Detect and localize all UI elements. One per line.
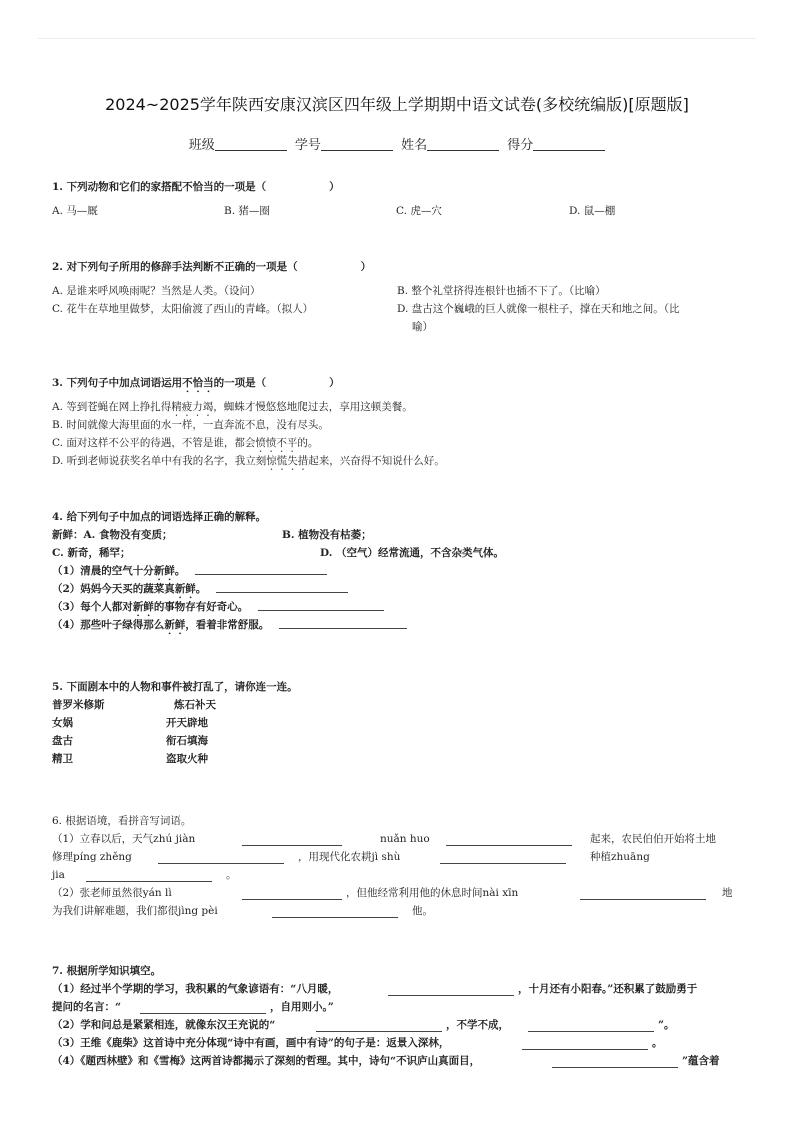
- question-4-item-4: [52, 616, 748, 634]
- name-label: 姓名: [401, 138, 428, 153]
- q7-line1-a: （1）经过半个学期的学习，我积累的气象谚语有：“八月暖，: [52, 983, 339, 995]
- q6-line1-c: 起来，农民伯伯开始将土地: [590, 833, 716, 845]
- question-4: [52, 508, 748, 634]
- question-3-stem: [52, 377, 340, 389]
- definition-label: [52, 526, 172, 544]
- option-c-dotted: 愤愤不平: [255, 437, 298, 449]
- naixin-blank[interactable]: [580, 888, 706, 900]
- score-label: 得分: [507, 138, 534, 153]
- q6-line2-c: 种植zhuāng: [590, 851, 650, 863]
- q6-line4-b: ，但他经常利用他的休息时间nài xīn: [346, 887, 519, 899]
- question-1-option-d[interactable]: D. 鼠—棚: [569, 205, 616, 217]
- question-4-item-3: [52, 598, 748, 616]
- item-3-answer-blank[interactable]: [258, 599, 384, 611]
- person-2[interactable]: 女娲: [52, 717, 73, 729]
- question-1-option-a[interactable]: A. 马—厩: [52, 205, 98, 217]
- student-info-row: [0, 134, 794, 153]
- question-7: [52, 962, 748, 1070]
- lushan-blank[interactable]: [552, 1056, 678, 1068]
- option-a-dotted: 精疲力竭: [171, 401, 214, 413]
- class-field[interactable]: [215, 138, 287, 151]
- question-2-option-c[interactable]: C. 花牛在草地里做梦，太阳偷渡了西山的青峰。（拟人）: [52, 303, 314, 315]
- q7-line1-b: ，十月还有小阳春。”还积累了鼓励勇于: [518, 983, 698, 995]
- option-a-post: ，蜘蛛才慢悠悠地爬过去，享用这顿美餐。: [213, 401, 413, 413]
- question-2-option-a[interactable]: A. 是谁来呼风唤雨呢？当然是人类。（设问）: [52, 285, 261, 297]
- item-1-answer-blank[interactable]: [195, 563, 327, 575]
- question-3: [52, 374, 748, 470]
- q6-line2-a: 修理píng zhěng: [52, 851, 132, 863]
- question-6: [52, 812, 748, 920]
- question-2-option-d-wrap: 喻）: [412, 321, 433, 333]
- zhujian-blank[interactable]: [242, 834, 342, 846]
- q7-line3-c: ”。: [658, 1019, 675, 1031]
- question-4-stem: 4. 给下列句子中加点的词语选择正确的解释。: [52, 511, 267, 523]
- option-a-pre: A. 等到苍蝇在网上挣扎得: [52, 401, 172, 413]
- event-1[interactable]: 炼石补天: [174, 699, 216, 711]
- event-2[interactable]: 开天辟地: [166, 717, 208, 729]
- student-id-field[interactable]: [321, 138, 393, 151]
- name-field[interactable]: [427, 138, 499, 151]
- question-3-stem-dotted: 不恰当: [182, 377, 214, 389]
- option-d-post: 起来，兴奋得不知说什么好。: [308, 455, 445, 467]
- q6-line2-b: ，用现代化农耕jì shù: [298, 851, 401, 863]
- question-5-stem: 5. 下面剧本中的人物和事件被打乱了，请你连一连。: [52, 681, 298, 693]
- question-4-item-2: [52, 580, 748, 598]
- q7-line3-a: （2）学和问总是紧紧相连，就像东汉王充说的“: [52, 1019, 276, 1031]
- top-divider: [38, 38, 756, 39]
- definition-word: 新鲜：: [52, 529, 84, 541]
- q7-line2-b: ，自用则小。”: [270, 1001, 334, 1013]
- q6-line3-a: jia: [52, 869, 65, 881]
- question-3-option-c[interactable]: [52, 434, 748, 452]
- option-d-dotted: 惊慌失措: [266, 455, 309, 467]
- event-3[interactable]: 衔石填海: [166, 735, 208, 747]
- page-title: 2024~2025学年陕西安康汉滨区四年级上学期期中语文试卷(多校统编版)[原题版]: [105, 95, 689, 114]
- q7-line4-b: 。: [652, 1037, 663, 1049]
- quote-blank[interactable]: [140, 1002, 266, 1014]
- q7-line4-a: （3）王维《鹿柴》这首诗中充分体现“诗中有画，画中有诗”的句子是：返景入深林，: [52, 1037, 450, 1049]
- yanli-blank[interactable]: [242, 888, 342, 900]
- person-3[interactable]: 盘古: [52, 735, 73, 747]
- question-1: [52, 178, 748, 220]
- item-4-post: ，看着非常舒服。: [185, 619, 270, 631]
- item-1-pre: （1）清晨的空气十分: [52, 565, 154, 577]
- event-4[interactable]: 盗取火种: [166, 753, 208, 765]
- student-id-label: 学号: [294, 138, 321, 153]
- item-2-answer-blank[interactable]: [216, 581, 348, 593]
- question-3-option-b[interactable]: [52, 416, 748, 434]
- q6-line5-a: 为我们讲解难题，我们都很jìng pèi: [52, 905, 218, 917]
- score-field[interactable]: [533, 138, 605, 151]
- question-1-option-b[interactable]: B. 猪—圈: [224, 205, 270, 217]
- q6-line3-b: 。: [226, 869, 237, 881]
- nuanhuo-blank[interactable]: [446, 834, 572, 846]
- item-4-dotted: 新鲜: [164, 619, 186, 631]
- luzhai-blank[interactable]: [522, 1038, 648, 1050]
- question-6-stem: 6. 根据语境，看拼音写词语。: [52, 815, 192, 827]
- option-c-post: 的。: [297, 437, 319, 449]
- question-3-stem-pre: 3. 下列句子中加点词语运用: [52, 377, 183, 389]
- question-1-stem: 1. 下列动物和它们的家搭配不恰当的一项是（ ）: [52, 181, 340, 193]
- q6-line1-b: nuǎn huo: [380, 833, 430, 845]
- q6-line5-b: 他。: [412, 905, 433, 917]
- question-1-option-c[interactable]: C. 虎—穴: [396, 205, 442, 217]
- item-2-dotted: 新鲜: [174, 583, 196, 595]
- item-1-dotted: 新鲜: [153, 565, 175, 577]
- definition-d: D. （空气）经常流通，不含杂类气体。: [320, 547, 505, 559]
- definition-c: C. 新奇，稀罕；: [52, 547, 131, 559]
- option-c-pre: C. 面对这样不公平的待遇，不管是谁，都会: [52, 437, 256, 449]
- q7-line3-b: ，不学不成，: [446, 1019, 509, 1031]
- question-2: [52, 258, 748, 336]
- item-2-post: 。: [195, 583, 207, 595]
- person-1[interactable]: 普罗米修斯: [52, 699, 105, 711]
- item-3-dotted: 新鲜: [132, 601, 154, 613]
- question-5: [52, 678, 748, 768]
- item-4-pre: （4）那些叶子绿得那么: [52, 619, 165, 631]
- wangchong-blank-2[interactable]: [528, 1020, 654, 1032]
- q6-line4-a: （2）张老师虽然很yán lì: [52, 887, 172, 899]
- q6-line1-a: （1）立春以后，天气zhú jiàn: [52, 833, 196, 845]
- definition-b: B. 植物没有枯萎；: [282, 529, 372, 541]
- q7-line2-a: 提问的名言：“: [52, 1001, 122, 1013]
- q7-line5-a: （4）《题西林壁》和《雪梅》这两首诗都揭示了深刻的哲理。其中，诗句“不识庐山真面目，: [52, 1055, 481, 1067]
- question-3-stem-post: 的一项是（ ）: [213, 377, 340, 389]
- q6-line4-c: 地: [722, 887, 733, 899]
- question-3-option-d[interactable]: [52, 452, 748, 470]
- option-d-pre: D. 听到老师说获奖名单中有我的名字，我立刻: [52, 455, 267, 467]
- person-4[interactable]: 精卫: [52, 753, 73, 765]
- definition-a: A. 食物没有变质；: [83, 529, 173, 541]
- item-1-post: 。: [174, 565, 186, 577]
- pingzheng-blank[interactable]: [158, 852, 284, 864]
- item-3-pre: （3）每个人都对: [52, 601, 133, 613]
- question-2-option-b[interactable]: B. 整个礼堂挤得连根针也插不下了。（比喻）: [397, 285, 606, 297]
- item-3-post: 的事物存有好奇心。: [153, 601, 249, 613]
- option-b-text: B. 时间就像大海里面的水一样，一直奔流不息，没有尽头。: [52, 419, 329, 431]
- jingpei-blank[interactable]: [272, 906, 398, 918]
- zhuangjia-blank[interactable]: [86, 870, 212, 882]
- question-4-item-1: [52, 562, 748, 580]
- jishu-blank[interactable]: [440, 852, 566, 864]
- question-2-option-d[interactable]: D. 盘古这个巍峨的巨人就像一根柱子，撑在天和地之间。（比: [397, 303, 680, 315]
- item-2-pre: （2）妈妈今天买的蔬菜真: [52, 583, 175, 595]
- question-7-stem: 7. 根据所学知识填空。: [52, 965, 162, 977]
- question-3-option-a[interactable]: [52, 398, 748, 416]
- question-2-stem: 2. 对下列句子所用的修辞手法判断不正确的一项是（ ）: [52, 261, 372, 273]
- item-4-answer-blank[interactable]: [279, 617, 407, 629]
- class-label: 班级: [188, 138, 215, 153]
- proverb-blank[interactable]: [388, 984, 514, 996]
- wangchong-blank-1[interactable]: [316, 1020, 442, 1032]
- q7-line5-b: ”蕴含着: [682, 1055, 720, 1067]
